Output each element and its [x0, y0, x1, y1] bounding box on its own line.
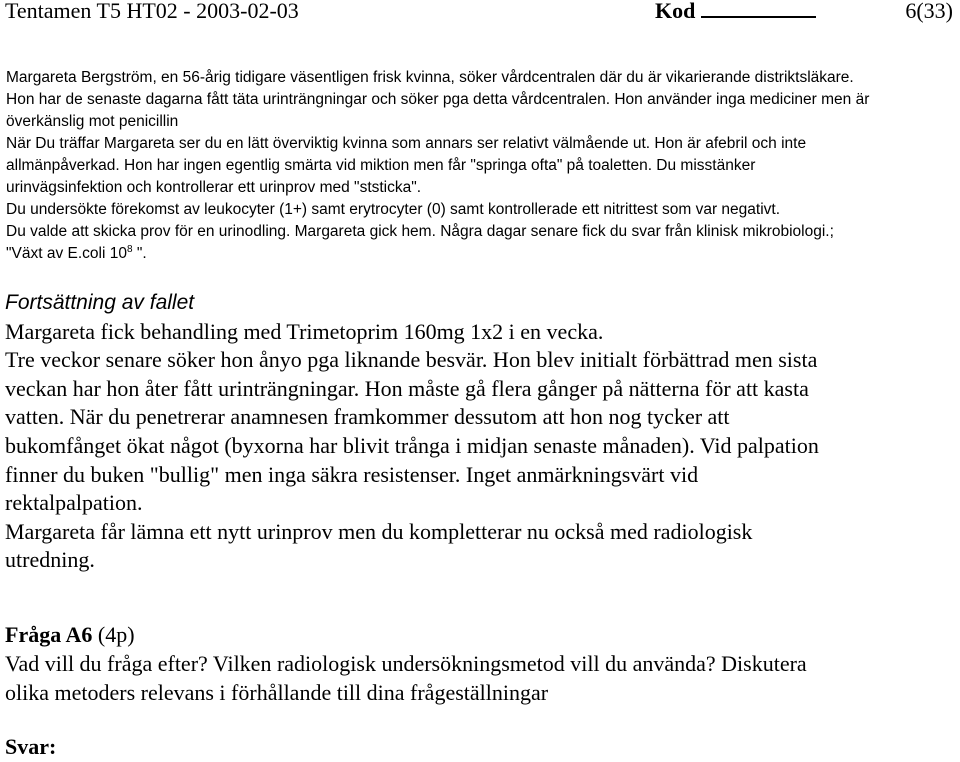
- code-label: Kod: [655, 0, 696, 23]
- case-line: överkänslig mot penicillin: [6, 113, 179, 130]
- case-line: Hon har de senaste dagarna fått täta urinträngningar och söker pga detta vårdcentralen. Hon använder inga mediciner men är: [6, 91, 870, 108]
- question-title: Fråga A6: [5, 622, 93, 647]
- page-number: 6(33): [905, 0, 953, 23]
- question-points: (4p): [92, 622, 135, 647]
- case-line: Margareta Bergström, en 56-årig tidigare väsentligen frisk kvinna, söker vårdcentralen där du är vikarierande distriktsläkare.: [6, 69, 854, 86]
- exponent: 8: [126, 243, 133, 255]
- case-line: urinvägsinfektion och kontrollerar ett urinprov med "ststicka".: [6, 179, 422, 196]
- continuation-line: Tre veckor senare söker hon ånyo pga liknande besvär. Hon blev initialt förbättrad men sista: [5, 347, 818, 373]
- continuation-line: Margareta får lämna ett nytt urinprov men du kompletterar nu också med radiologisk: [5, 518, 753, 544]
- code-field: [655, 0, 816, 25]
- case-line: När Du träffar Margareta ser du en lätt överviktig kvinna som annars ser relativt välmående ut. Hon är afebril och inte: [6, 135, 807, 152]
- continuation-line: vatten. När du penetrerar anamnesen framkommer dessutom att hon nog tycker att: [5, 404, 730, 430]
- exam-title: Tentamen T5 HT02 - 2003-02-03: [5, 0, 299, 23]
- continuation-line: bukomfånget ökat något (byxorna har blivit trånga i midjan senaste månaden). Vid palpation: [5, 432, 819, 458]
- question-block: [5, 620, 955, 707]
- question-heading: [5, 620, 955, 649]
- answer-label: Svar:: [5, 734, 57, 759]
- continuation-line: rektalpalpation.: [5, 490, 143, 516]
- case-line: Du undersökte förekomst av leukocyter (1+) samt erytrocyter (0) samt kontrollerade ett nitrittest som var negativt.: [6, 201, 781, 218]
- continuation-line: Margareta fick behandling med Trimetoprim 160mg 1x2 i en vecka.: [5, 318, 604, 344]
- culture-result-end: ".: [132, 245, 147, 262]
- code-blank-line: [701, 0, 816, 18]
- case-line: allmänpåverkad. Hon har ingen egentlig smärta vid miktion men får "springa ofta" på toaletten. Du misstänker: [6, 157, 756, 174]
- culture-result-text: "Växt av E.coli 10: [6, 245, 127, 262]
- question-line: Vad vill du fråga efter? Vilken radiologisk undersökningsmetod vill du använda? Diskutera: [5, 651, 807, 676]
- continuation-line: veckan har hon åter fått urinträngningar. Hon måste gå flera gånger på nätterna för att kasta: [5, 375, 809, 401]
- page-header: [5, 0, 955, 25]
- case-description: [6, 67, 956, 265]
- case-continuation: [5, 289, 955, 575]
- case-line: Du valde att skicka prov för en urinodling. Margareta gick hem. Några dagar senare fick du svar från klinisk mikrobiologi.;: [6, 223, 834, 240]
- continuation-line: finner du buken "bullig" men inga säkra resistenser. Inget anmärkningsvärt vid: [5, 461, 699, 487]
- culture-result-line: [6, 243, 956, 265]
- continuation-line: utredning.: [5, 547, 95, 573]
- continuation-heading: Fortsättning av fallet: [5, 291, 195, 314]
- question-line: olika metoders relevans i förhållande till dina frågeställningar: [5, 680, 549, 705]
